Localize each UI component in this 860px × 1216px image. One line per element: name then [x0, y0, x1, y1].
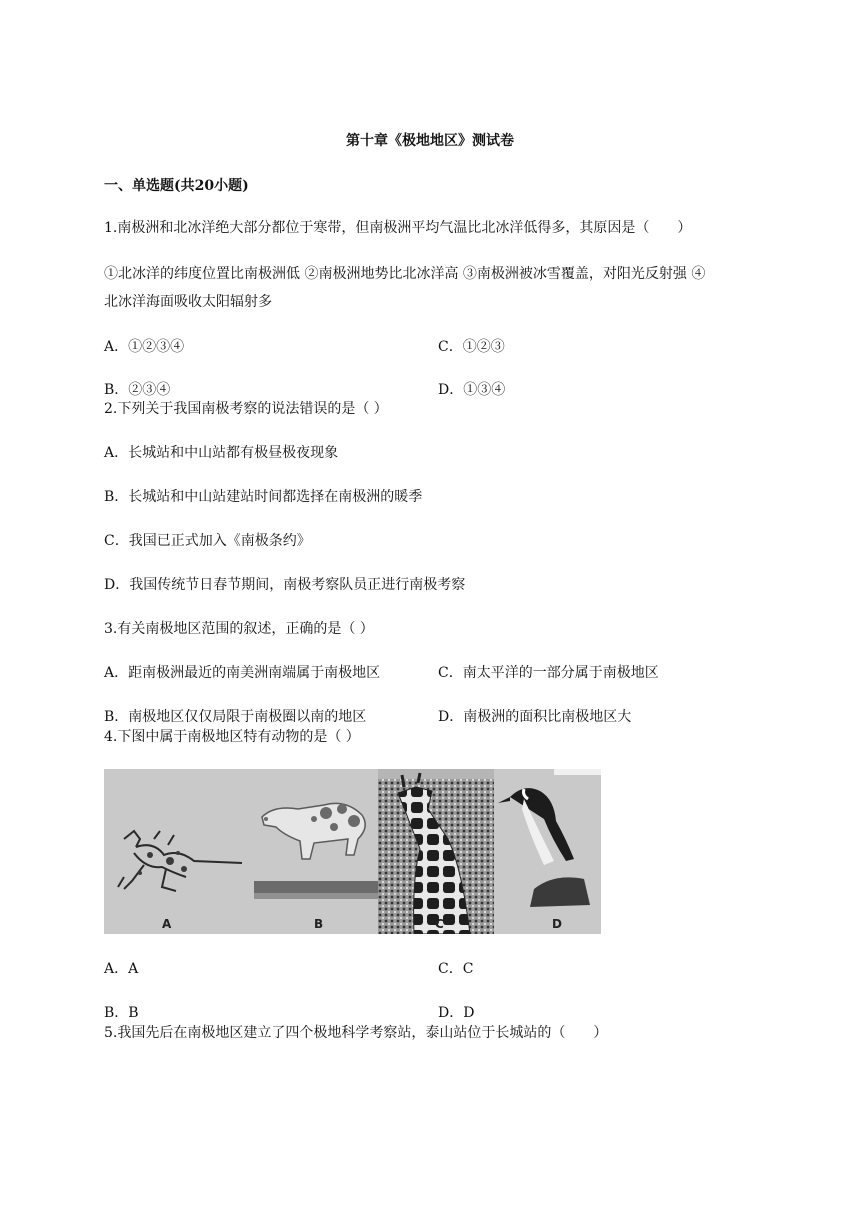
kangaroo-image: [104, 769, 254, 934]
q1-statements-line2: 北冰洋海面吸收太阳辐射多: [104, 294, 272, 310]
figure-label-a: A: [162, 917, 172, 931]
q4-option-b[interactable]: B．B: [104, 1005, 139, 1021]
q2-option-d[interactable]: D．我国传统节日春节期间，南极考察队员正进行南极考察: [104, 577, 466, 593]
q1-option-a[interactable]: A．①②③④: [104, 339, 185, 355]
figure-label-d: D: [552, 917, 562, 931]
q1-option-c[interactable]: C．①②③: [438, 339, 505, 355]
q2-option-c[interactable]: C．我国已正式加入《南极条约》: [104, 533, 311, 549]
q3-option-d[interactable]: D．南极洲的面积比南极地区大: [438, 709, 632, 725]
giraffe-image: [378, 769, 494, 934]
penguin-image: [494, 769, 601, 934]
figure-label-c: C: [435, 917, 444, 931]
q3-stem: 3.有关南极地区范围的叙述，正确的是（ ）: [104, 621, 374, 637]
q3-option-c[interactable]: C．南太平洋的一部分属于南极地区: [438, 665, 659, 681]
animal-figure: [104, 769, 601, 934]
q1-option-d[interactable]: D．①③④: [438, 382, 506, 398]
q3-option-b[interactable]: B．南极地区仅仅局限于南极圈以南的地区: [104, 709, 367, 725]
section-heading: 一、单选题(共20小题): [104, 178, 249, 194]
q2-option-a[interactable]: A．长城站和中山站都有极昼极夜现象: [104, 445, 339, 461]
q1-statements-line1: ①北冰洋的纬度位置比南极洲低 ②南极洲地势比北冰洋高 ③南极洲被冰雪覆盖，对阳光反射强 ④: [104, 266, 706, 282]
page-title: 第十章《极地地区》测试卷: [346, 133, 514, 149]
q3-option-a[interactable]: A．距南极洲最近的南美洲南端属于南极地区: [104, 665, 381, 681]
q1-stem: 1.南极洲和北冰洋绝大部分都位于寒带，但南极洲平均气温比北冰洋低得多，其原因是（ ）: [104, 220, 692, 236]
figure-label-b: B: [314, 917, 324, 931]
q2-stem: 2.下列关于我国南极考察的说法错误的是（ ）: [104, 401, 388, 417]
q2-option-b[interactable]: B．长城站和中山站建站时间都选择在南极洲的暖季: [104, 489, 423, 505]
q4-option-c[interactable]: C．C: [438, 961, 474, 977]
q4-option-d[interactable]: D．D: [438, 1005, 475, 1021]
polar-bear-image: [254, 769, 378, 934]
q4-stem: 4.下图中属于南极地区特有动物的是（ ）: [104, 729, 360, 745]
q4-option-a[interactable]: A．A: [104, 961, 139, 977]
q1-option-b[interactable]: B．②③④: [104, 382, 171, 398]
q5-stem: 5.我国先后在南极地区建立了四个极地科学考察站，泰山站位于长城站的（ ）: [104, 1025, 608, 1041]
